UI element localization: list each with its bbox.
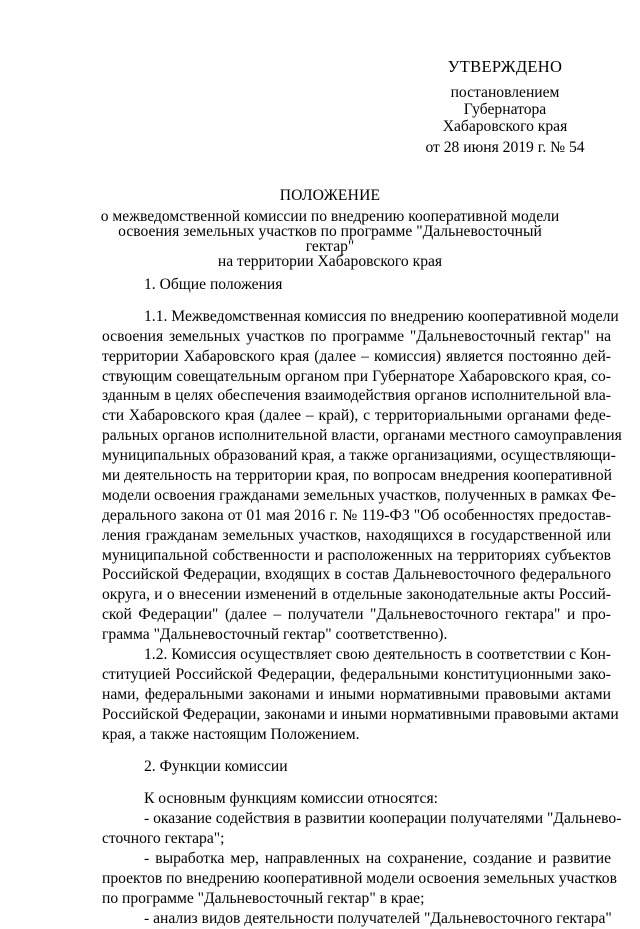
paragraph-line: Российской Федерации, законами и иными нормативными правовыми актами	[102, 705, 619, 723]
paragraph-line: ституцией Российской Федерации, федеральными конституционными зако-	[102, 665, 611, 683]
paragraph-line: ми деятельность на территории края, по вопросам внедрения кооперативной	[102, 467, 612, 485]
functions-intro: К основным функциям комиссии относятся:	[144, 790, 438, 808]
paragraph-line: округа, и о внесении изменений в отдельные законодательные акты Россий-	[102, 586, 611, 604]
paragraph-line: ствующим совещательным органом при Губернаторе Хабаровского края, со-	[102, 367, 611, 385]
section-2-heading: 2. Функции комиссии	[144, 758, 288, 776]
paragraph-line: Российской Федерации, входящих в состав Дальневосточного федерального	[102, 566, 611, 584]
paragraph-line: 1.2. Комиссия осуществляет свою деятельность в соответствии с Кон-	[144, 646, 611, 664]
paragraph-line: ской Федерации" (далее – получатели "Дальневосточного гектара" и про-	[102, 606, 611, 624]
paragraph-line: зданным в целях обеспечения взаимодействия органов исполнительной вла-	[102, 387, 611, 405]
paragraph-line: ральных органов исполнительной власти, органами местного самоуправления	[102, 427, 622, 445]
approval-line-1: постановлением	[450, 84, 560, 101]
title-heading: ПОЛОЖЕНИЕ	[279, 187, 381, 204]
paragraph-line: модели освоения гражданами земельных участков, полученных в рамках Фе-	[102, 486, 616, 504]
approval-date: от 28 июня 2019 г. № 54	[425, 139, 585, 156]
title-line-1: о межведомственной комиссии по внедрению кооперативной модели	[100, 208, 560, 225]
list-item-line: сточного гектара";	[102, 830, 225, 848]
paragraph-1-2	[102, 645, 619, 744]
paragraph-line: сти Хабаровского края (далее – край), с территориальными органами феде-	[102, 407, 611, 425]
approval-stamp	[400, 58, 610, 156]
list-item-line: проектов по внедрению кооперативной модели освоения земельных участков	[102, 869, 617, 887]
paragraph-line: освоения земельных участков по программе "Дальневосточный гектар" на	[102, 327, 611, 345]
paragraph-line: 1.1. Межведомственная комиссия по внедрению кооперативной модели	[144, 307, 619, 325]
paragraph-line: территории Хабаровского края (далее – комиссия) является постоянно дей-	[102, 347, 611, 365]
title-line-2: освоения земельных участков по программе "Дальневосточный гектар"	[118, 223, 542, 255]
paragraph-line: ления гражданам земельных участков, находящихся в государственной или	[102, 526, 611, 544]
paragraph-line: дерального закона от 01 мая 2016 г. № 119-ФЗ "Об особенностях предостав-	[102, 506, 611, 524]
approval-line-3: Хабаровского края	[442, 118, 568, 135]
function-item-3	[102, 909, 611, 929]
title-line-3: на территории Хабаровского края	[217, 253, 443, 270]
paragraph-line: края, а также настоящим Положением.	[102, 725, 360, 743]
list-item-line: по программе "Дальневосточный гектар" в крае;	[102, 889, 425, 907]
section-1-heading: 1. Общие положения	[144, 276, 283, 293]
list-item-line: - анализ видов деятельности получателей "Дальневосточного гектара"	[144, 909, 612, 927]
paragraph-line: нами, федеральными законами и иными нормативными правовыми актами	[102, 685, 611, 703]
list-item-line: - оказание содействия в развитии кооперации получателями "Дальнево-	[144, 810, 622, 828]
approval-line-2: Губернатора	[463, 101, 547, 118]
function-item-1	[102, 809, 622, 849]
paragraph-line: грамма "Дальневосточный гектар" соответственно).	[102, 626, 448, 644]
paragraph-line: муниципальной собственности и расположенных на территориях субъектов	[102, 546, 611, 564]
document-title	[100, 188, 560, 269]
paragraph-line: муниципальных образований края, а также организациями, осуществляющи-	[102, 447, 616, 465]
document-body	[102, 275, 622, 929]
paragraph-1-1	[102, 307, 622, 645]
approval-heading: УТВЕРЖДЕНО	[447, 57, 563, 76]
function-item-2	[102, 849, 617, 909]
list-item-line: - выработка мер, направленных на сохранение, создание и развитие	[144, 850, 611, 868]
